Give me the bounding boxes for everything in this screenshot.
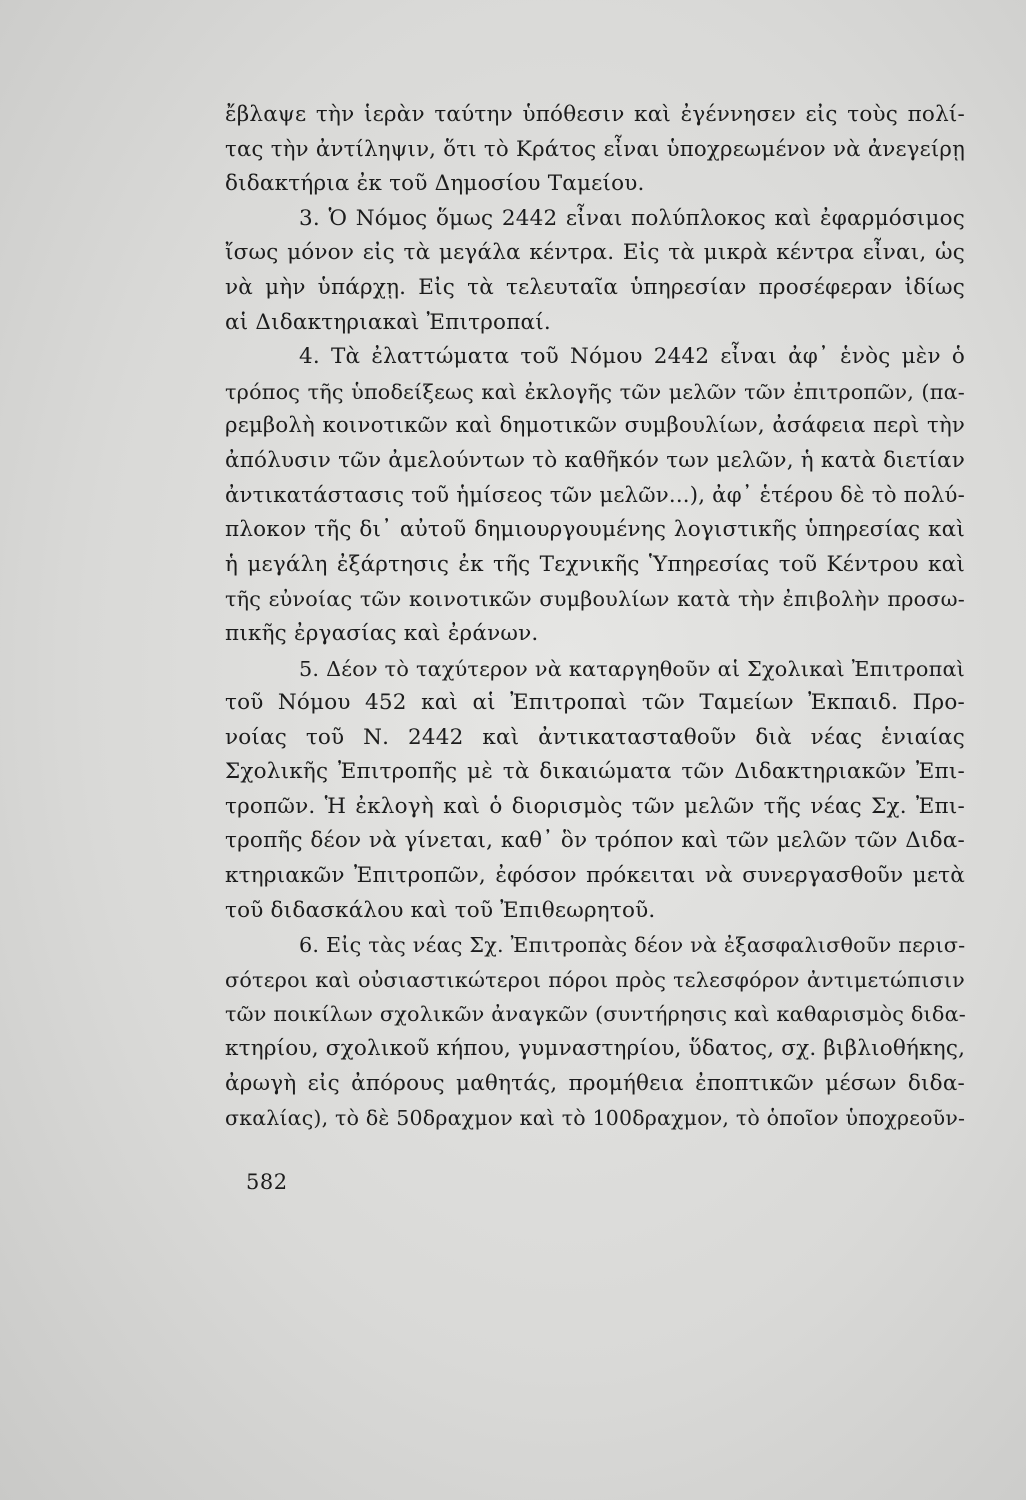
text-line: τας τὴν ἀντίληψιν, ὅτι τὸ Κράτος εἶναι ὑποχρεωμένον νὰ ἀνεγείρῃ (225, 136, 965, 162)
text-line: νοίας τοῦ Ν. 2442 καὶ ἀντικατασταθοῦν διὰ νέας ἑνιαίας (225, 724, 965, 750)
text-line: τῶν ποικίλων σχολικῶν ἀναγκῶν (συντήρησις καὶ καθαρισμὸς διδα- (225, 1002, 967, 1027)
text-line: νὰ μὴν ὑπάρχῃ. Εἰς τὰ τελευταῖα ὑπηρεσίαν προσέφεραν ἰδίως (225, 274, 965, 300)
text-line: ἀρωγὴ εἰς ἀπόρους μαθητάς, προμήθεια ἐποπτικῶν μέσων διδα- (225, 1070, 965, 1096)
page-number: 582 (246, 1170, 288, 1194)
text-line: ἀπόλυσιν τῶν ἀμελούντων τὸ καθῆκόν των μελῶν, ἡ κατὰ διετίαν (225, 447, 965, 473)
text-line: αἱ Διδακτηριακαὶ Ἐπιτροπαί. (225, 309, 551, 335)
text-line: διδακτήρια ἐκ τοῦ Δημοσίου Ταμείου. (225, 171, 645, 197)
text-line: ρεμβολὴ κοινοτικῶν καὶ δημοτικῶν συμβουλίων, ἀσάφεια περὶ τὴν (225, 413, 965, 439)
text-line: Σχολικῆς Ἐπιτροπῆς μὲ τὰ δικαιώματα τῶν Διδακτηριακῶν Ἐπι- (225, 759, 965, 785)
text-line: 6. Εἰς τὰς νέας Σχ. Ἐπιτροπὰς δέον νὰ ἐξασφαλισθοῦν περισ- (299, 933, 966, 958)
text-line: τρόπος τῆς ὑποδείξεως καὶ ἐκλογῆς τῶν μελῶν τῶν ἐπιτροπῶν, (πα- (225, 379, 965, 404)
text-line: τροπῶν. Ἡ ἐκλογὴ καὶ ὁ διορισμὸς τῶν μελῶν τῆς νέας Σχ. Ἐπι- (225, 793, 965, 819)
text-line: τοῦ Νόμου 452 καὶ αἱ Ἐπιτροπαὶ τῶν Ταμείων Ἐκπαιδ. Προ- (225, 690, 965, 716)
text-line: τῆς εὐνοίας τῶν κοινοτικῶν συμβουλίων κατὰ τὴν ἐπιβολὴν προσω- (225, 587, 965, 612)
text-line: τροπῆς δέον νὰ γίνεται, καθ᾽ ὃν τρόπον καὶ τῶν μελῶν τῶν Διδα- (225, 828, 965, 854)
text-line: πικῆς ἐργασίας καὶ ἐράνων. (225, 620, 539, 646)
text-line: ἔβλαψε τὴν ἱερὰν ταύτην ὑπόθεσιν καὶ ἐγέννησεν εἰς τοὺς πολί- (225, 102, 965, 127)
text-line: 4. Τὰ ἐλαττώματα τοῦ Νόμου 2442 εἶναι ἀφ᾽ ἑνὸς μὲν ὁ (299, 344, 965, 370)
text-line: πλοκον τῆς δι᾽ αὐτοῦ δημιουργουμένης λογιστικῆς ὑπηρεσίας καὶ (225, 517, 965, 543)
text-line: 3. Ὁ Νόμος ὅμως 2442 εἶναι πολύπλοκος καὶ ἐφαρμόσιμος (299, 205, 965, 231)
text-line: ἀντικατάστασις τοῦ ἡμίσεος τῶν μελῶν...), ἀφ᾽ ἑτέρου δὲ τὸ πολύ- (225, 482, 965, 508)
text-line: τοῦ διδασκάλου καὶ τοῦ Ἐπιθεωρητοῦ. (225, 897, 656, 923)
text-line: 5. Δέον τὸ ταχύτερον νὰ καταργηθοῦν αἱ Σχολικαὶ Ἐπιτροπαὶ (299, 656, 965, 681)
text-line: κτηρίου, σχολικοῦ κήπου, γυμναστηρίου, ὕδατος, σχ. βιβλιοθήκης, (225, 1036, 966, 1062)
text-line: σκαλίας), τὸ δὲ 50δραχμον καὶ τὸ 100δραχμον, τὸ ὁποῖον ὑποχρεοῦν- (225, 1106, 966, 1131)
text-line: ἡ μεγάλη ἐξάρτησις ἐκ τῆς Τεχνικῆς Ὑπηρεσίας τοῦ Κέντρου καὶ (225, 551, 965, 577)
body-text (225, 98, 965, 1136)
text-line: σότεροι καὶ οὐσιαστικώτεροι πόροι πρὸς τελεσφόρον ἀντιμετώπισιν (225, 967, 965, 992)
text-line: κτηριακῶν Ἐπιτροπῶν, ἐφόσον πρόκειται νὰ συνεργασθοῦν μετὰ (225, 863, 965, 889)
text-line: ἴσως μόνον εἰς τὰ μεγάλα κέντρα. Εἰς τὰ μικρὰ κέντρα εἶναι, ὡς (225, 240, 965, 266)
